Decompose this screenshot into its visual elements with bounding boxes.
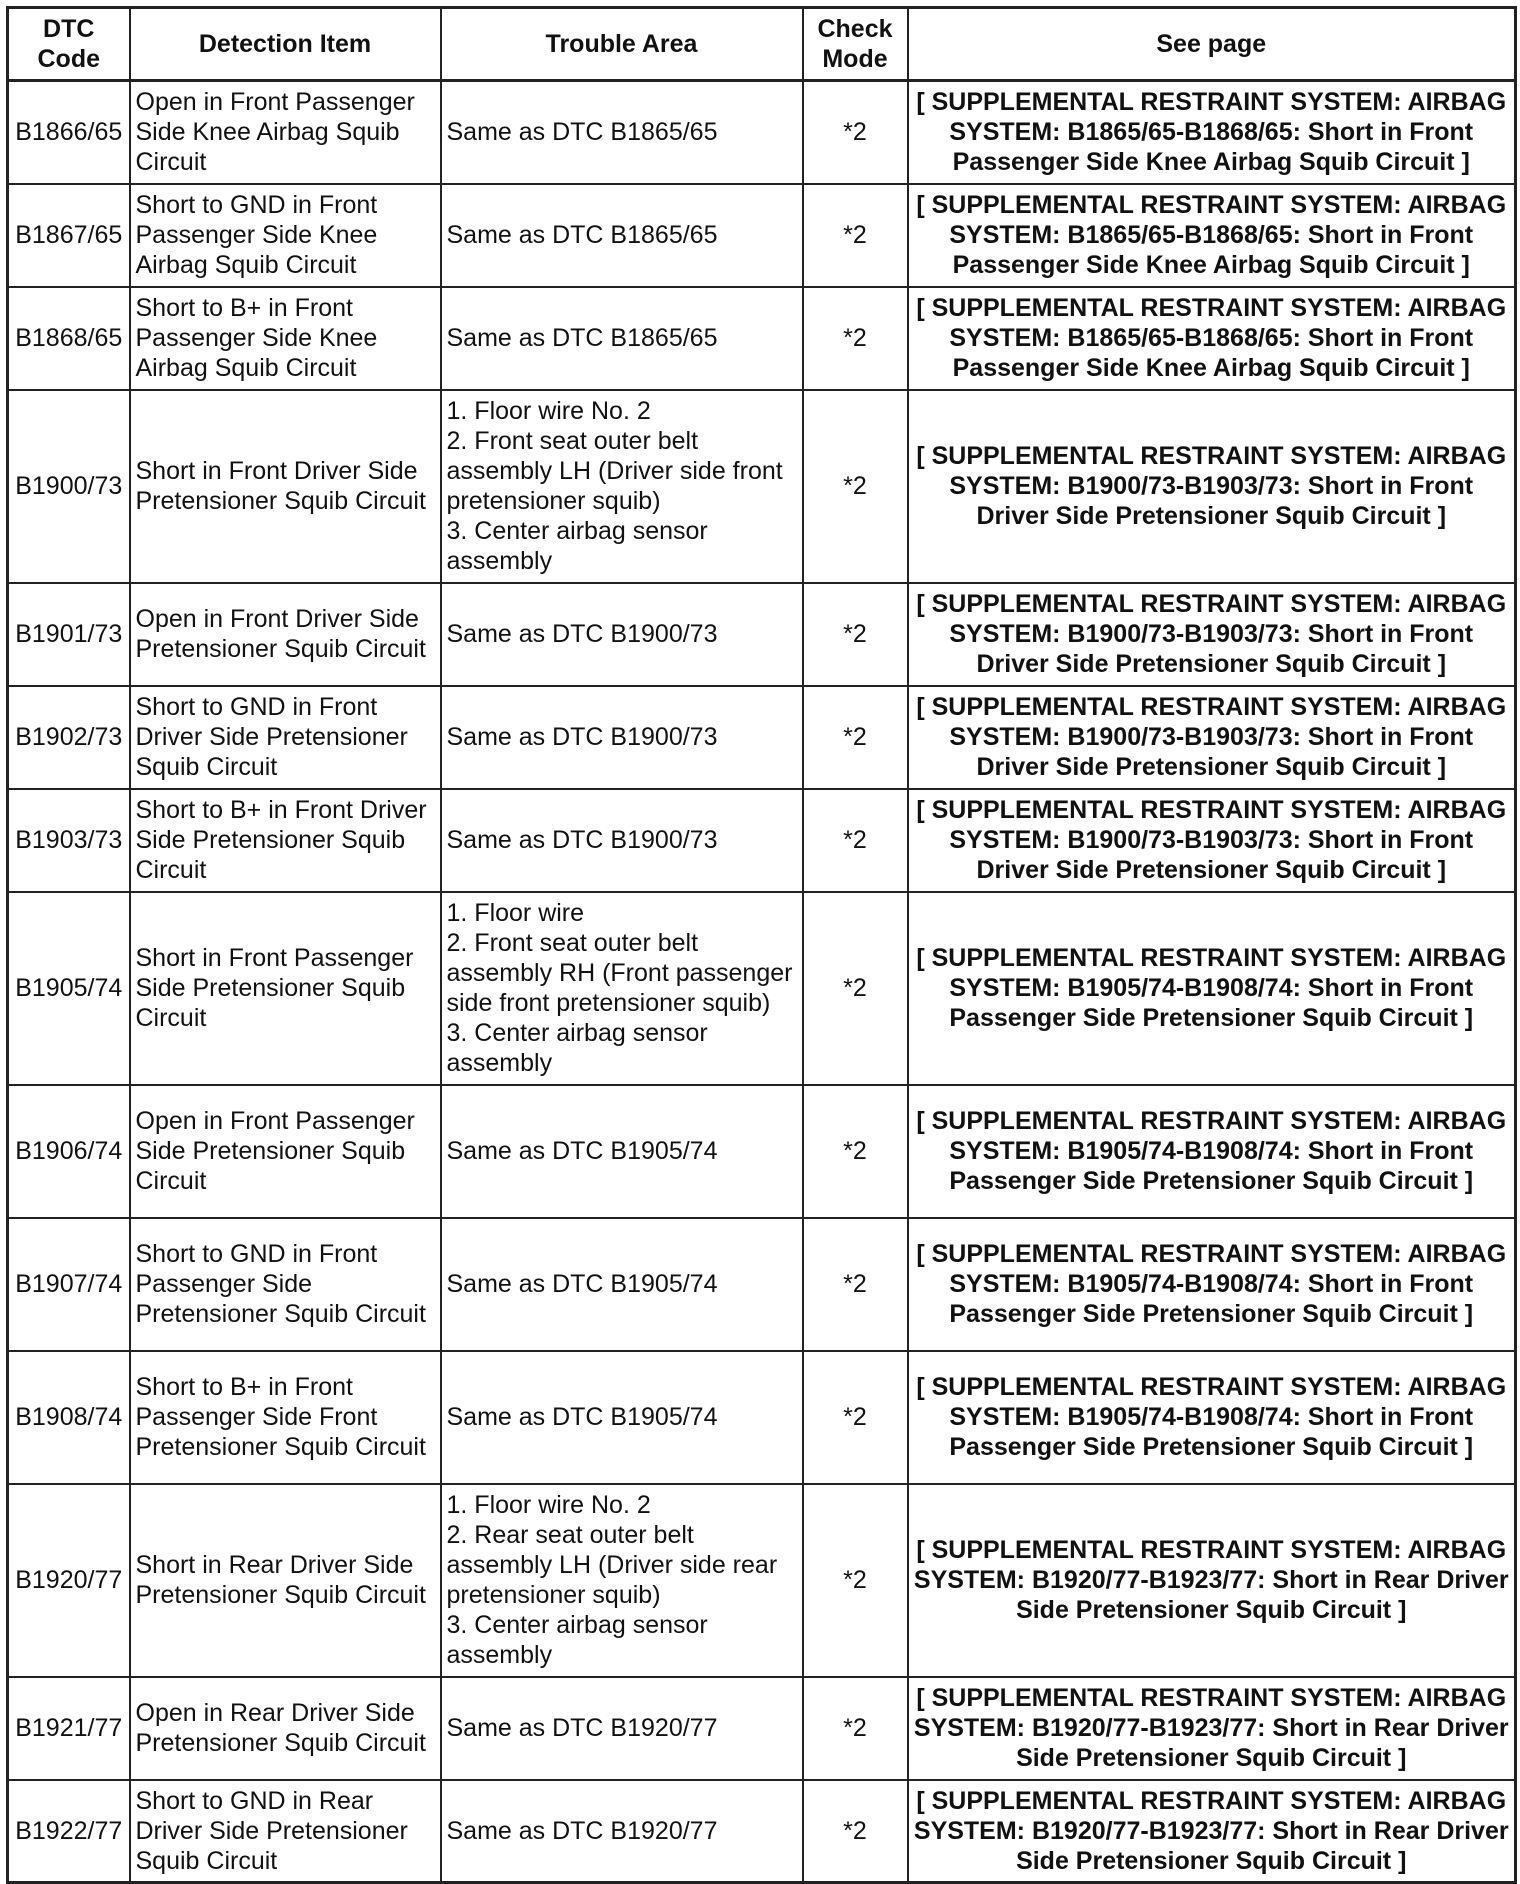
- detection-item-cell: Short to GND in Front Driver Side Pretensioner Squib Circuit: [130, 686, 441, 789]
- check-mode-cell: *2: [803, 583, 908, 686]
- check-mode-cell: *2: [803, 1351, 908, 1484]
- detection-item-cell: Short to GND in Front Passenger Side Pretensioner Squib Circuit: [130, 1218, 441, 1351]
- detection-item-cell: Open in Rear Driver Side Pretensioner Squib Circuit: [130, 1677, 441, 1780]
- detection-item-cell: Short in Front Passenger Side Pretensioner Squib Circuit: [130, 892, 441, 1085]
- trouble-area-line: Same as DTC B1900/73: [446, 723, 718, 751]
- table-row: [8, 789, 1516, 892]
- dtc-code-cell: B1868/65: [8, 287, 130, 390]
- header-trouble-area: Trouble Area: [441, 8, 803, 81]
- see-page-link: [ SUPPLEMENTAL RESTRAINT SYSTEM: AIRBAG SYSTEM: B1905/74-B1908/74: Short in Front Passenger Side Pretensioner Squib Circuit ]: [908, 892, 1516, 1085]
- check-mode-cell: *2: [803, 892, 908, 1085]
- trouble-area-line: 1. Floor wire No. 2: [446, 1491, 651, 1519]
- trouble-area-line: 3. Center airbag sensor assembly: [446, 1611, 708, 1669]
- table-row: [8, 1351, 1516, 1484]
- see-page-link: [ SUPPLEMENTAL RESTRAINT SYSTEM: AIRBAG SYSTEM: B1900/73-B1903/73: Short in Front Driver Side Pretensioner Squib Circuit ]: [908, 583, 1516, 686]
- detection-item-cell: Short to GND in Rear Driver Side Pretensioner Squib Circuit: [130, 1780, 441, 1883]
- trouble-area-cell: [441, 184, 803, 287]
- dtc-code-cell: B1902/73: [8, 686, 130, 789]
- table-header: [8, 8, 1516, 81]
- trouble-area-cell: [441, 1484, 803, 1677]
- dtc-code-cell: B1866/65: [8, 81, 130, 184]
- trouble-area-cell: [441, 892, 803, 1085]
- trouble-area-line: 3. Center airbag sensor assembly: [446, 1019, 708, 1077]
- table-row: [8, 390, 1516, 583]
- trouble-area-cell: [441, 1218, 803, 1351]
- table-row: [8, 81, 1516, 184]
- detection-item-cell: Short to B+ in Front Driver Side Pretensioner Squib Circuit: [130, 789, 441, 892]
- see-page-link: [ SUPPLEMENTAL RESTRAINT SYSTEM: AIRBAG SYSTEM: B1865/65-B1868/65: Short in Front Passenger Side Knee Airbag Squib Circuit ]: [908, 184, 1516, 287]
- trouble-area-line: Same as DTC B1865/65: [446, 324, 718, 352]
- trouble-area-line: Same as DTC B1920/77: [446, 1816, 718, 1845]
- see-page-link: [ SUPPLEMENTAL RESTRAINT SYSTEM: AIRBAG SYSTEM: B1905/74-B1908/74: Short in Front Passenger Side Pretensioner Squib Circuit ]: [908, 1218, 1516, 1351]
- table-row: [8, 1780, 1516, 1883]
- check-mode-cell: *2: [803, 1677, 908, 1780]
- trouble-area-line: 3. Center airbag sensor assembly: [446, 517, 708, 575]
- check-mode-cell: *2: [803, 184, 908, 287]
- see-page-link: [ SUPPLEMENTAL RESTRAINT SYSTEM: AIRBAG SYSTEM: B1905/74-B1908/74: Short in Front Passenger Side Pretensioner Squib Circuit ]: [908, 1351, 1516, 1484]
- dtc-code-cell: B1908/74: [8, 1351, 130, 1484]
- trouble-area-line: Same as DTC B1900/73: [446, 826, 718, 854]
- dtc-code-cell: B1922/77: [8, 1780, 130, 1883]
- trouble-area-cell: [441, 1085, 803, 1218]
- trouble-area-line: Same as DTC B1865/65: [446, 118, 718, 147]
- header-check-mode: Check Mode: [803, 8, 908, 81]
- header-detection-item: Detection Item: [130, 8, 441, 81]
- dtc-code-cell: B1920/77: [8, 1484, 130, 1677]
- see-page-link: [ SUPPLEMENTAL RESTRAINT SYSTEM: AIRBAG SYSTEM: B1920/77-B1923/77: Short in Rear Driver Side Pretensioner Squib Circuit ]: [908, 1780, 1516, 1883]
- detection-item-cell: Short in Front Driver Side Pretensioner Squib Circuit: [130, 390, 441, 583]
- see-page-link: [ SUPPLEMENTAL RESTRAINT SYSTEM: AIRBAG SYSTEM: B1920/77-B1923/77: Short in Rear Driver Side Pretensioner Squib Circuit ]: [908, 1484, 1516, 1677]
- see-page-link: [ SUPPLEMENTAL RESTRAINT SYSTEM: AIRBAG SYSTEM: B1865/65-B1868/65: Short in Front Passenger Side Knee Airbag Squib Circuit ]: [908, 81, 1516, 184]
- trouble-area-line: 2. Front seat outer belt assembly RH (Front passenger side front pretensioner squib): [446, 929, 793, 1017]
- trouble-area-cell: [441, 583, 803, 686]
- dtc-code-cell: B1900/73: [8, 390, 130, 583]
- trouble-area-line: 2. Front seat outer belt assembly LH (Driver side front pretensioner squib): [446, 427, 783, 515]
- dtc-code-cell: B1905/74: [8, 892, 130, 1085]
- trouble-area-cell: [441, 686, 803, 789]
- trouble-area-line: Same as DTC B1900/73: [446, 620, 718, 648]
- table-row: [8, 1085, 1516, 1218]
- see-page-link: [ SUPPLEMENTAL RESTRAINT SYSTEM: AIRBAG SYSTEM: B1865/65-B1868/65: Short in Front Passenger Side Knee Airbag Squib Circuit ]: [908, 287, 1516, 390]
- dtc-code-cell: B1906/74: [8, 1085, 130, 1218]
- table-row: [8, 1677, 1516, 1780]
- trouble-area-cell: [441, 390, 803, 583]
- check-mode-cell: *2: [803, 287, 908, 390]
- header-see-page: See page: [908, 8, 1516, 81]
- check-mode-cell: *2: [803, 1780, 908, 1883]
- see-page-link: [ SUPPLEMENTAL RESTRAINT SYSTEM: AIRBAG SYSTEM: B1900/73-B1903/73: Short in Front Driver Side Pretensioner Squib Circuit ]: [908, 789, 1516, 892]
- dtc-table: [6, 6, 1517, 1884]
- trouble-area-line: Same as DTC B1905/74: [446, 1137, 718, 1165]
- trouble-area-line: Same as DTC B1905/74: [446, 1403, 718, 1431]
- check-mode-cell: *2: [803, 1484, 908, 1677]
- table-row: [8, 686, 1516, 789]
- detection-item-cell: Open in Front Driver Side Pretensioner Squib Circuit: [130, 583, 441, 686]
- dtc-code-cell: B1867/65: [8, 184, 130, 287]
- see-page-link: [ SUPPLEMENTAL RESTRAINT SYSTEM: AIRBAG SYSTEM: B1900/73-B1903/73: Short in Front Driver Side Pretensioner Squib Circuit ]: [908, 686, 1516, 789]
- trouble-area-cell: [441, 81, 803, 184]
- dtc-code-cell: B1901/73: [8, 583, 130, 686]
- trouble-area-line: 2. Rear seat outer belt assembly LH (Driver side rear pretensioner squib): [446, 1521, 778, 1609]
- dtc-code-cell: B1903/73: [8, 789, 130, 892]
- table-row: [8, 583, 1516, 686]
- check-mode-cell: *2: [803, 390, 908, 583]
- detection-item-cell: Open in Front Passenger Side Pretensioner Squib Circuit: [130, 1085, 441, 1218]
- trouble-area-cell: [441, 789, 803, 892]
- table-body: [8, 81, 1516, 1883]
- check-mode-cell: *2: [803, 789, 908, 892]
- check-mode-cell: *2: [803, 1218, 908, 1351]
- header-dtc-code: DTC Code: [8, 8, 130, 81]
- table-row: [8, 1484, 1516, 1677]
- trouble-area-cell: [441, 287, 803, 390]
- see-page-link: [ SUPPLEMENTAL RESTRAINT SYSTEM: AIRBAG SYSTEM: B1920/77-B1923/77: Short in Rear Driver Side Pretensioner Squib Circuit ]: [908, 1677, 1516, 1780]
- trouble-area-line: Same as DTC B1865/65: [446, 221, 718, 249]
- trouble-area-line: Same as DTC B1905/74: [446, 1270, 718, 1298]
- table-row: [8, 892, 1516, 1085]
- trouble-area-cell: [441, 1780, 803, 1883]
- detection-item-cell: Open in Front Passenger Side Knee Airbag Squib Circuit: [130, 81, 441, 184]
- trouble-area-line: Same as DTC B1920/77: [446, 1714, 718, 1742]
- detection-item-cell: Short to B+ in Front Passenger Side Front Pretensioner Squib Circuit: [130, 1351, 441, 1484]
- detection-item-cell: Short to GND in Front Passenger Side Knee Airbag Squib Circuit: [130, 184, 441, 287]
- table-row: [8, 287, 1516, 390]
- trouble-area-line: 1. Floor wire No. 2: [446, 397, 651, 425]
- detection-item-cell: Short to B+ in Front Passenger Side Knee Airbag Squib Circuit: [130, 287, 441, 390]
- trouble-area-line: 1. Floor wire: [446, 899, 585, 927]
- detection-item-cell: Short in Rear Driver Side Pretensioner Squib Circuit: [130, 1484, 441, 1677]
- dtc-code-cell: B1907/74: [8, 1218, 130, 1351]
- trouble-area-cell: [441, 1677, 803, 1780]
- table-row: [8, 184, 1516, 287]
- see-page-link: [ SUPPLEMENTAL RESTRAINT SYSTEM: AIRBAG SYSTEM: B1905/74-B1908/74: Short in Front Passenger Side Pretensioner Squib Circuit ]: [908, 1085, 1516, 1218]
- trouble-area-cell: [441, 1351, 803, 1484]
- check-mode-cell: *2: [803, 81, 908, 184]
- dtc-code-cell: B1921/77: [8, 1677, 130, 1780]
- see-page-link: [ SUPPLEMENTAL RESTRAINT SYSTEM: AIRBAG SYSTEM: B1900/73-B1903/73: Short in Front Driver Side Pretensioner Squib Circuit ]: [908, 390, 1516, 583]
- table-row: [8, 1218, 1516, 1351]
- check-mode-cell: *2: [803, 686, 908, 789]
- check-mode-cell: *2: [803, 1085, 908, 1218]
